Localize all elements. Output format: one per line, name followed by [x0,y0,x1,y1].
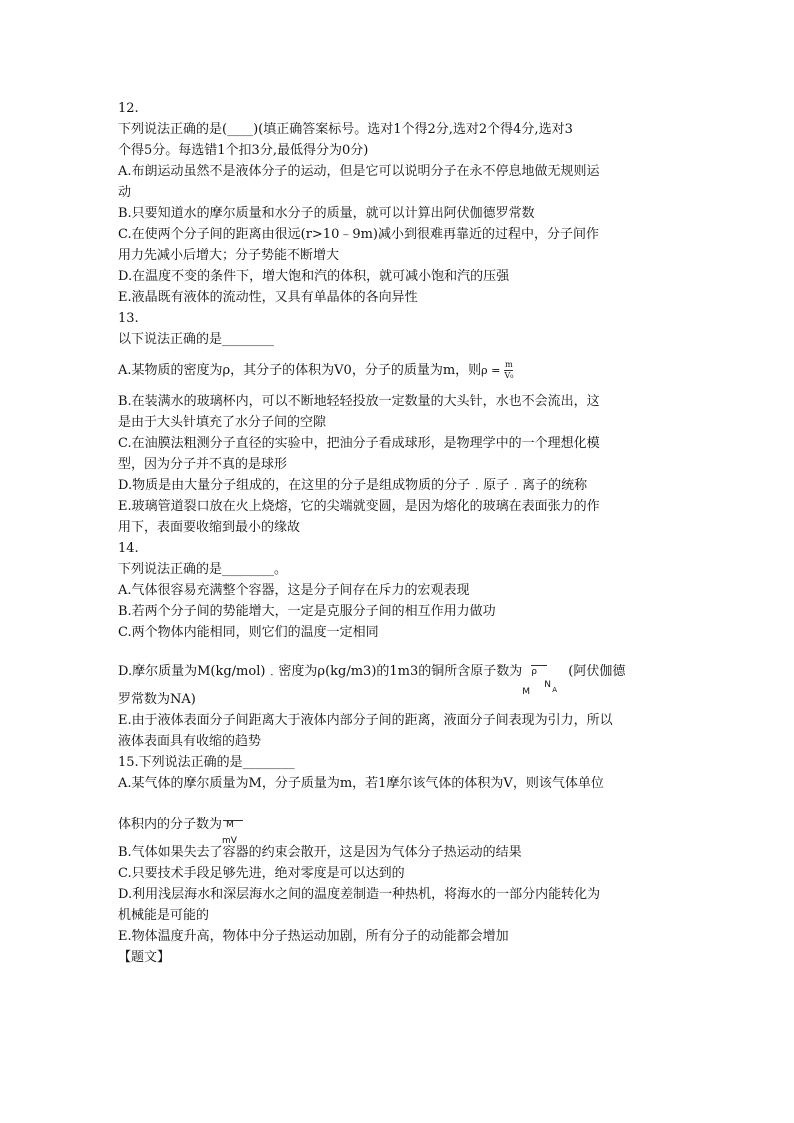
q15-option-a-line1: A.某气体的摩尔质量为M，分子质量为m，若1摩尔该气体的体积为V，则该气体单位 [118,776,604,791]
q15-option-a-text: 体积内的分子数为 [118,817,223,832]
q15-stem: 15.下列说法正确的是________ [118,755,295,770]
q14-option-e-line2: 液体表面具有收缩的趋势 [118,734,262,749]
q12-stem-line1: 下列说法正确的是(____)(填正确答案标号。选对1个得2分,选对2个得4分,选对3 [118,122,573,137]
q14-formula-N: N [544,680,552,690]
q13-option-a-text: A.某物质的密度为ρ，其分子的体积为V0，分子的质量为m，则 [118,363,482,378]
document-body [118,98,686,968]
q13-option-e-line1: E.玻璃管道裂口放在火上烧熔，它的尖端就变圆，是因为熔化的玻璃在表面张力的作 [118,499,600,514]
q14-option-d-text: D.摩尔质量为M(kg/mol)﹒密度为ρ(kg/m3)的1m3的铜所含原子数为 [118,664,523,679]
q15-option-d-line2: 机械能是可能的 [118,908,210,923]
q14-formula-rho: ρ [531,667,537,677]
q15-formula-denominator: mV [222,836,237,846]
q13-option-b-line2: 是由于大头针填充了水分子间的空隙 [118,415,327,430]
q14-formula-M: M [522,687,531,697]
q13-option-c-line2: 型，因为分子并不真的是球形 [118,457,288,472]
q13-option-b-line1: B.在装满水的玻璃杯内，可以不断地轻轻投放一定数量的大头针，水也不会流出，这 [118,394,600,409]
footer-tag: 【题文】 [118,950,171,965]
q12-number: 12. [118,101,139,116]
q14-formula [522,655,568,697]
q14-option-c: C.两个物体内能相同，则它们的温度一定相同 [118,625,379,640]
q15-option-d-line1: D.利用浅层海水和深层海水之间的温度差制造一种热机，将海水的一部分内能转化为 [118,887,601,902]
q13-formula-lhs: ρ = [481,364,501,377]
q15-option-b: B.气体如果失去了容器的约束会散开，这是因为气体分子热运动的结果 [118,845,522,860]
q12-option-c-line1: C.在使两个分子间的距离由很远(r>10﹣9m)减小到很难再靠近的过程中，分子间作 [118,227,600,242]
q13-option-d: D.物质是由大量分子组成的，在这里的分子是组成物质的分子﹒原子﹒离子的统称 [118,478,588,493]
q15-formula [222,808,246,846]
q15-option-a-line2 [118,808,686,846]
q14-option-e-line1: E.由于液体表面分子间距离大于液体内部分子间的距离，液面分子间表现为引力，所以 [118,713,613,728]
q14-option-a: A.气体很容易充满整个容器，这是分子间存在斥力的宏观表现 [118,583,470,598]
q12-option-a-line2: 动 [118,185,132,200]
q14-option-d-tail: (阿伏伽德 [568,664,626,679]
q13-option-a [118,360,686,381]
q14-option-b: B.若两个分子间的势能增大，一定是克服分子间的相互作用力做功 [118,604,496,619]
q12-option-e: E.液晶既有液体的流动性，又具有单晶体的各向异性 [118,290,418,305]
q12-option-a-line1: A.布朗运动虽然不是液体分子的运动，但是它可以说明分子在永不停息地做无规则运 [118,164,600,179]
q14-option-d-line1 [118,655,686,697]
q12-option-c-line2: 用力先减小后增大；分子势能不断增大 [118,248,340,263]
q13-option-e-line2: 用下，表面要收缩到最小的缘故 [118,520,301,535]
q14-stem: 下列说法正确的是________。 [118,562,288,577]
q14-number: 14. [118,541,139,556]
q13-formula-fraction [504,361,513,380]
q15-option-e: E.物体温度升高，物体中分子热运动加剧，所有分子的动能都会增加 [118,929,509,944]
q12-stem-line2: 个得5分。每选错1个扣3分,最低得分为0分) [118,143,369,158]
q14-option-d-line2: 罗常数为NA) [118,692,196,707]
q15-formula-numerator: M [226,820,234,830]
q15-option-c: C.只要技术手段足够先进，绝对零度是可以达到的 [118,866,405,881]
q13-option-c-line1: C.在油膜法粗测分子直径的实验中，把油分子看成球形，是物理学中的一个理想化模 [118,436,600,451]
q12-option-b: B.只要知道水的摩尔质量和水分子的质量，就可以计算出阿伏伽德罗常数 [118,206,535,221]
q14-formula-A: A [552,686,558,694]
q13-formula-numerator: m [505,360,513,369]
q13-stem: 以下说法正确的是________ [118,332,275,347]
q13-number: 13. [118,311,139,326]
q12-option-d: D.在温度不变的条件下，增大饱和汽的体积，就可减小饱和汽的压强 [118,269,510,284]
q13-formula-denominator: V₀ [504,371,514,380]
